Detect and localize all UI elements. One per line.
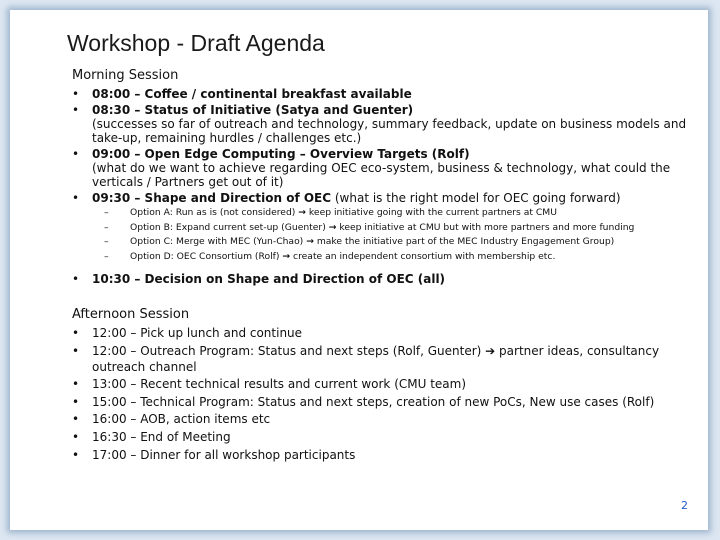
agenda-item-text: 08:30 – Status of Initiative (Satya and Guenter) (92, 103, 414, 117)
page-title: Workshop - Draft Agenda (67, 30, 325, 56)
option-label: Option B: Expand current set-up (Guenter) (130, 221, 329, 233)
dash-bullet: – (104, 221, 109, 233)
agenda-item-text: 17:00 – Dinner for all workshop participants (92, 447, 356, 462)
agenda-item-text: 13:00 – Recent technical results and current work (CMU team) (92, 377, 467, 392)
morning-session-heading: Morning Session (72, 68, 179, 83)
agenda-item-text: 16:00 – AOB, action items etc (92, 412, 271, 427)
bullet-icon: • (72, 377, 80, 392)
option-label: Option C: Merge with MEC (Yun-Chao) (130, 236, 307, 247)
bullet-icon: • (72, 394, 80, 409)
agenda-item-text: 10:30 – Decision on Shape and Direction of OEC (all) (92, 272, 446, 286)
agenda-item-detail: partner ideas, consultancy outreach channel (92, 343, 660, 374)
agenda-item-0930 (72, 191, 702, 264)
arrow-right-icon: → (282, 250, 291, 262)
afternoon-agenda-list (72, 325, 702, 464)
agenda-item-text: 09:30 – Shape and Direction of OEC (92, 191, 332, 205)
option-c (92, 235, 702, 250)
slide (10, 10, 708, 530)
agenda-item-text: 12:00 – Pick up lunch and continue (92, 326, 303, 340)
agenda-item-1300 (72, 376, 702, 392)
arrow-right-icon: ➔ (485, 343, 496, 358)
bullet-icon: • (72, 412, 80, 427)
bullet-icon: • (72, 272, 80, 286)
agenda-item-text: 12:00 – Outreach Program: Status and next steps (Rolf, Guenter) (92, 343, 486, 358)
agenda-item-text: 15:00 – Technical Program: Status and next steps, creation of new PoCs, New use cases (Rolf) (92, 394, 655, 409)
option-text: keep initiative at CMU but with more partners and more funding (336, 221, 635, 233)
page-number: 2 (681, 499, 688, 512)
agenda-item-1500 (72, 394, 702, 410)
afternoon-session-heading: Afternoon Session (72, 307, 190, 322)
option-b (92, 221, 702, 236)
option-a (92, 206, 702, 221)
agenda-item-1200-outreach (72, 343, 702, 375)
agenda-item-text: 08:00 – Coffee / continental breakfast available (92, 87, 412, 101)
agenda-item-1630 (72, 429, 702, 445)
bullet-icon: • (72, 191, 80, 205)
agenda-item-1700 (72, 447, 702, 463)
option-d (92, 250, 702, 265)
bullet-icon: • (72, 87, 80, 101)
agenda-item-text: 16:30 – End of Meeting (92, 429, 231, 444)
agenda-item-detail: (what is the right model for OEC going forward) (331, 191, 621, 205)
arrow-right-icon: → (328, 221, 337, 233)
option-text: keep initiative going with the current partners at CMU (306, 207, 557, 218)
agenda-item-detail: (successes so far of outreach and technology, summary feedback, update on business models and take-up, remaining hurdles / challenges etc.) (92, 117, 687, 145)
agenda-item-1200-lunch (72, 325, 702, 341)
agenda-item-0900 (72, 147, 702, 189)
dash-bullet: – (104, 207, 109, 218)
dash-bullet: – (104, 236, 109, 247)
agenda-item-detail: (what do we want to achieve regarding OEC eco-system, business & technology, what could the verticals / Partners get out of it) (92, 161, 671, 189)
bullet-icon: • (72, 429, 80, 444)
dash-bullet: – (104, 250, 109, 262)
arrow-right-icon: → (298, 207, 306, 218)
option-text: make the initiative part of the MEC Industry Engagement Group) (313, 236, 615, 247)
agenda-item-text: 09:00 – Open Edge Computing – Overview Targets (Rolf) (92, 147, 470, 161)
bullet-icon: • (72, 447, 80, 462)
agenda-item-1030 (72, 272, 702, 286)
bullet-icon: • (72, 103, 80, 117)
options-list (92, 206, 702, 264)
bullet-icon: • (72, 326, 80, 340)
option-text: create an independent consortium with membership etc. (290, 250, 556, 262)
bullet-icon: • (72, 343, 80, 358)
arrow-right-icon: → (306, 236, 314, 247)
bullet-icon: • (72, 147, 80, 161)
agenda-item-0830 (72, 103, 702, 145)
morning-agenda-list (72, 87, 702, 288)
agenda-item-0800 (72, 87, 702, 101)
option-label: Option D: OEC Consortium (Rolf) (130, 250, 283, 262)
option-label: Option A: Run as is (not considered) (130, 207, 299, 218)
agenda-item-1600 (72, 411, 702, 427)
